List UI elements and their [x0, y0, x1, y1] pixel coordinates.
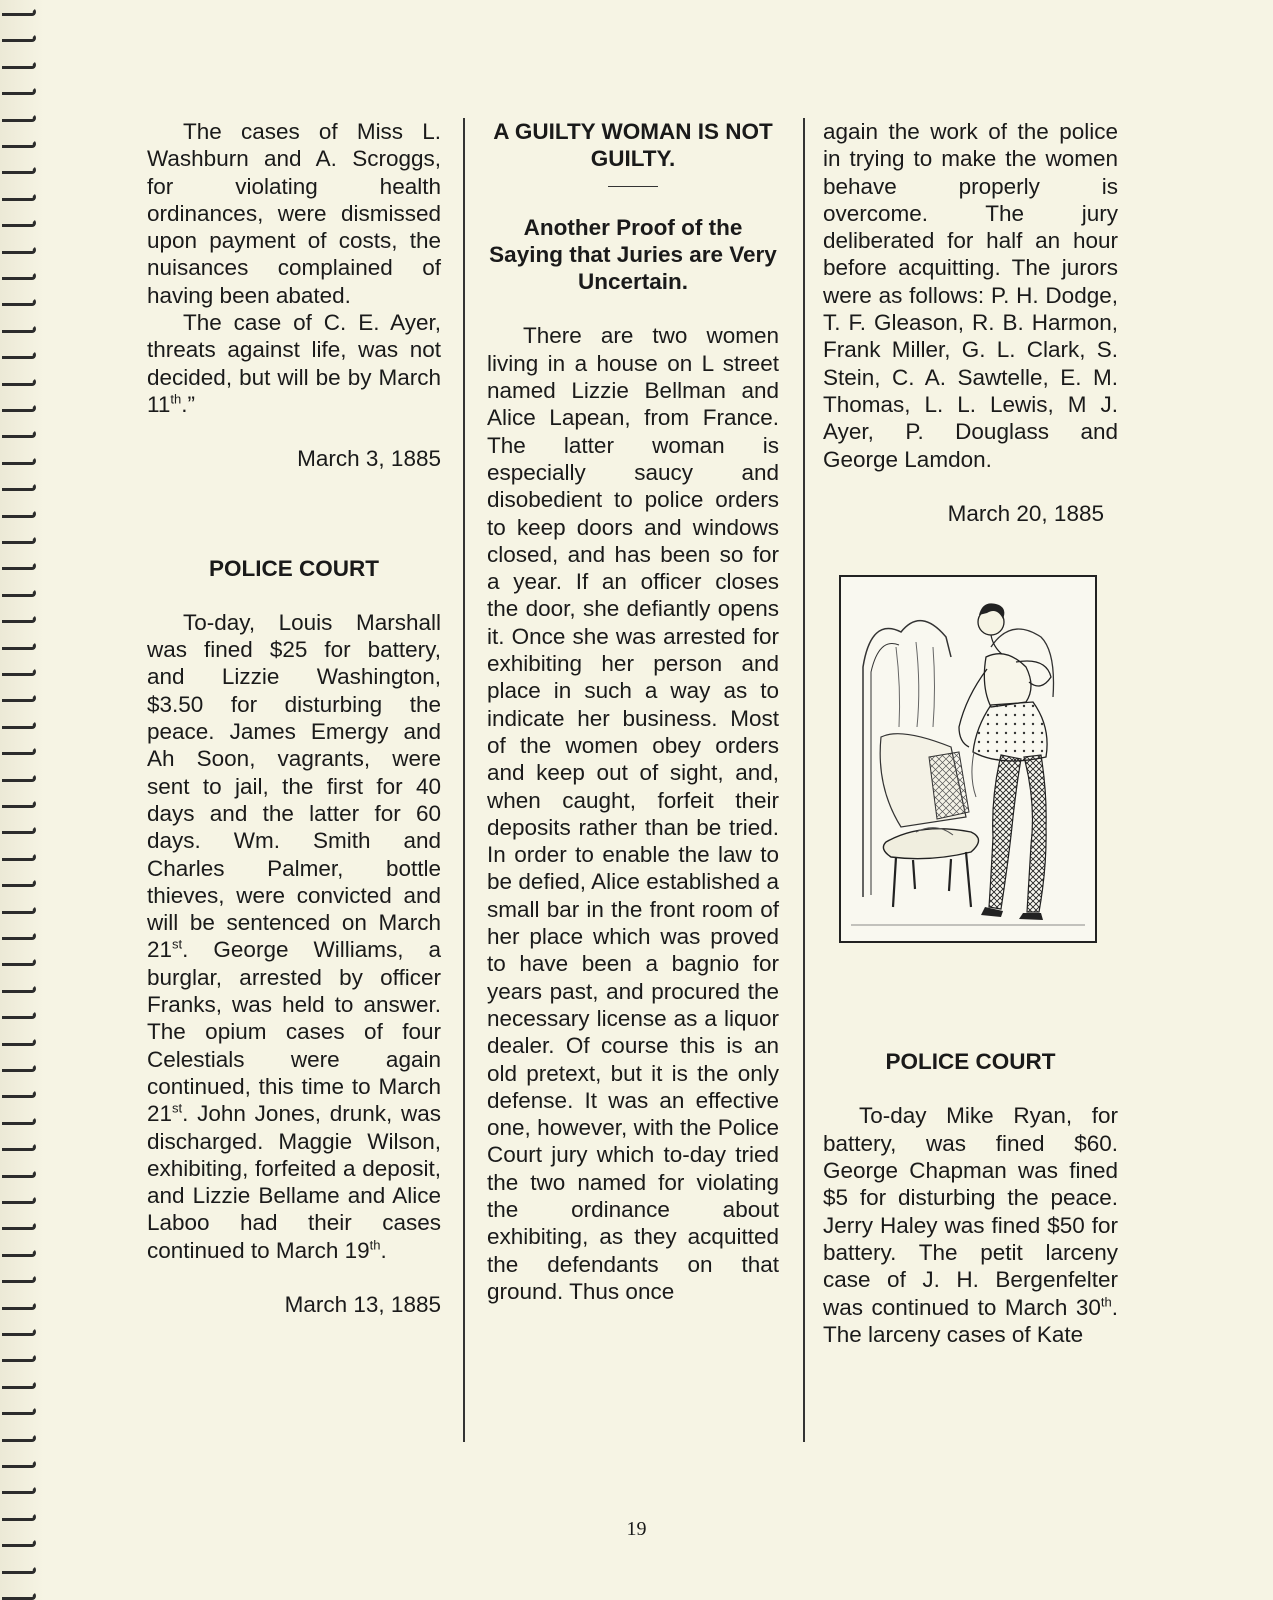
spiral-coil	[2, 774, 36, 782]
paragraph-two-women: There are two women living in a house on L street named Lizzie Bellman and Alice Lapean, from France. The latter woman is especially saucy and disobedient to police orders to keep doors and windows closed, and has been so for a year. If an officer closes the door, she defiantly opens it. Once she was arrested for exhibiting her person and place in such a way as to indicate her business. Most of the women obey orders and keep out of sight, and, when caught, forfeit their deposits rather than be tried. In order to enable the law to be defied, Alice established a small bar in the front room of her place which was proved to have been a bagnio for years past, and procured the necessary license as a liquor dealer. Of course this is an old pretext, but it is the only defense. It was an effective one, however, with the Police Court jury which to-day tried the two named for violating the ordinance about exhibiting, as they acquitted the defendants on that ground. Thus once	[487, 323, 779, 1304]
spiral-coil	[2, 1381, 36, 1389]
date-march-13: March 13, 1885	[284, 1291, 441, 1317]
spiral-coil	[2, 668, 36, 676]
spiral-coil	[2, 1038, 36, 1046]
spiral-coil	[2, 853, 36, 861]
spiral-coil	[2, 193, 36, 201]
spiral-coil	[2, 615, 36, 623]
spiral-coil	[2, 87, 36, 95]
spiral-coil	[2, 1354, 36, 1362]
spiral-coil	[2, 985, 36, 993]
spiral-coil	[2, 272, 36, 280]
spiral-coil	[2, 483, 36, 491]
spiral-coil	[2, 589, 36, 597]
spiral-coil	[2, 140, 36, 148]
column-divider-2	[803, 118, 805, 1442]
spiral-coil	[2, 404, 36, 412]
paragraph-ayer: The case of C. E. Ayer, threats against life, was not decided, but will be by March 11th.”	[147, 310, 441, 417]
spiral-coil	[2, 1011, 36, 1019]
spiral-coil	[2, 642, 36, 650]
spiral-coil	[2, 1090, 36, 1098]
spiral-coil	[2, 826, 36, 834]
spiral-coil	[2, 1486, 36, 1494]
spiral-coil	[2, 510, 36, 518]
spiral-coil	[2, 694, 36, 702]
spiral-coil	[2, 351, 36, 359]
date-march-3: March 3, 1885	[297, 446, 441, 472]
spiral-coil	[2, 1143, 36, 1151]
heading-guilty-woman: A GUILTY WOMAN IS NOT GUILTY.	[493, 119, 773, 172]
spiral-coil	[2, 219, 36, 227]
spiral-coil	[2, 906, 36, 914]
paragraph-police-court-1: To-day, Louis Marshall was fined $25 for battery, and Lizzie Washington, $3.50 for disturbing the peace. James Emergy and Ah Soon, vagrants, were sent to jail, the first for 40 days and the latter for 60 days. Wm. Smith and Charles Palmer, bottle thieves, were convicted and will be sentenced on March 21st. George Williams, a burglar, arrested by officer Franks, was held to answer. The opium cases of four Celestials were again continued, this time to March 21st. John Jones, drunk, was discharged. Maggie Wilson, exhibiting, forfeited a deposit, and Lizzie Bellame and Alice Laboo had their cases continued to March 19th.	[147, 609, 441, 1263]
spiral-coil	[2, 114, 36, 122]
date-march-20: March 20, 1885	[947, 500, 1104, 526]
spiral-coil	[2, 430, 36, 438]
spiral-coil	[2, 1275, 36, 1283]
spiral-binding	[0, 0, 44, 1600]
spiral-coil	[2, 1460, 36, 1468]
woman-dressing-illustration-icon	[839, 575, 1097, 943]
heading-divider	[608, 186, 658, 187]
spiral-coil	[2, 800, 36, 808]
spiral-coil	[2, 562, 36, 570]
heading-police-court-2: POLICE COURT	[885, 1049, 1056, 1075]
paragraph-police-court-2: To-day Mike Ryan, for battery, was fined $60. George Chapman was fined $5 for disturbing the peace. Jerry Haley was fined $50 for battery. The petit larceny case of J. H. Bergenfelter was continued to March 30th. The larceny cases of Kate	[823, 1103, 1118, 1347]
spiral-coil	[2, 747, 36, 755]
spiral-coil	[2, 457, 36, 465]
spiral-coil	[2, 1302, 36, 1310]
paragraph-jury-continued: again the work of the police in trying to make the women behave properly is overcome. The jury deliberated for half an hour before acquitting. The jurors were as follows: P. H. Dodge, T. F. Gleason, R. B. Harmon, Frank Miller, G. L. Clark, S. Stein, C. A. Sawtelle, E. M. Thomas, L. L. Lewis, M J. Ayer, P. Douglass and George Lamdon.	[823, 119, 1118, 472]
spiral-coil	[2, 1064, 36, 1072]
spiral-coil	[2, 246, 36, 254]
spiral-coil	[2, 298, 36, 306]
subheading-juries: Another Proof of the Saying that Juries are Very Uncertain.	[489, 214, 777, 295]
spiral-coil	[2, 1328, 36, 1336]
paragraph-washburn: The cases of Miss L. Washburn and A. Scroggs, for violating health ordinances, were dismissed upon payment of costs, the nuisances complained of having been abated.	[147, 119, 441, 308]
spiral-coil	[2, 1249, 36, 1257]
spiral-coil	[2, 1566, 36, 1574]
spiral-coil	[2, 932, 36, 940]
column-1	[147, 118, 441, 1318]
column-divider-1	[463, 118, 465, 1442]
spiral-coil	[2, 1222, 36, 1230]
heading-police-court-1: POLICE COURT	[208, 555, 379, 581]
spiral-coil	[2, 1117, 36, 1125]
spiral-coil	[2, 1170, 36, 1178]
spiral-coil	[2, 61, 36, 69]
spiral-coil	[2, 325, 36, 333]
spiral-coil	[2, 34, 36, 42]
spiral-coil	[2, 166, 36, 174]
spiral-coil	[2, 1196, 36, 1204]
spiral-coil	[2, 958, 36, 966]
spiral-coil	[2, 378, 36, 386]
spiral-coil	[2, 721, 36, 729]
spiral-coil	[2, 1407, 36, 1415]
spiral-coil	[2, 1434, 36, 1442]
page-number: 19	[626, 1518, 647, 1540]
column-3	[823, 118, 1118, 1348]
spiral-coil	[2, 879, 36, 887]
column-2	[487, 118, 779, 1305]
spiral-coil	[2, 1592, 36, 1600]
spiral-coil	[2, 536, 36, 544]
spiral-coil	[2, 8, 36, 16]
